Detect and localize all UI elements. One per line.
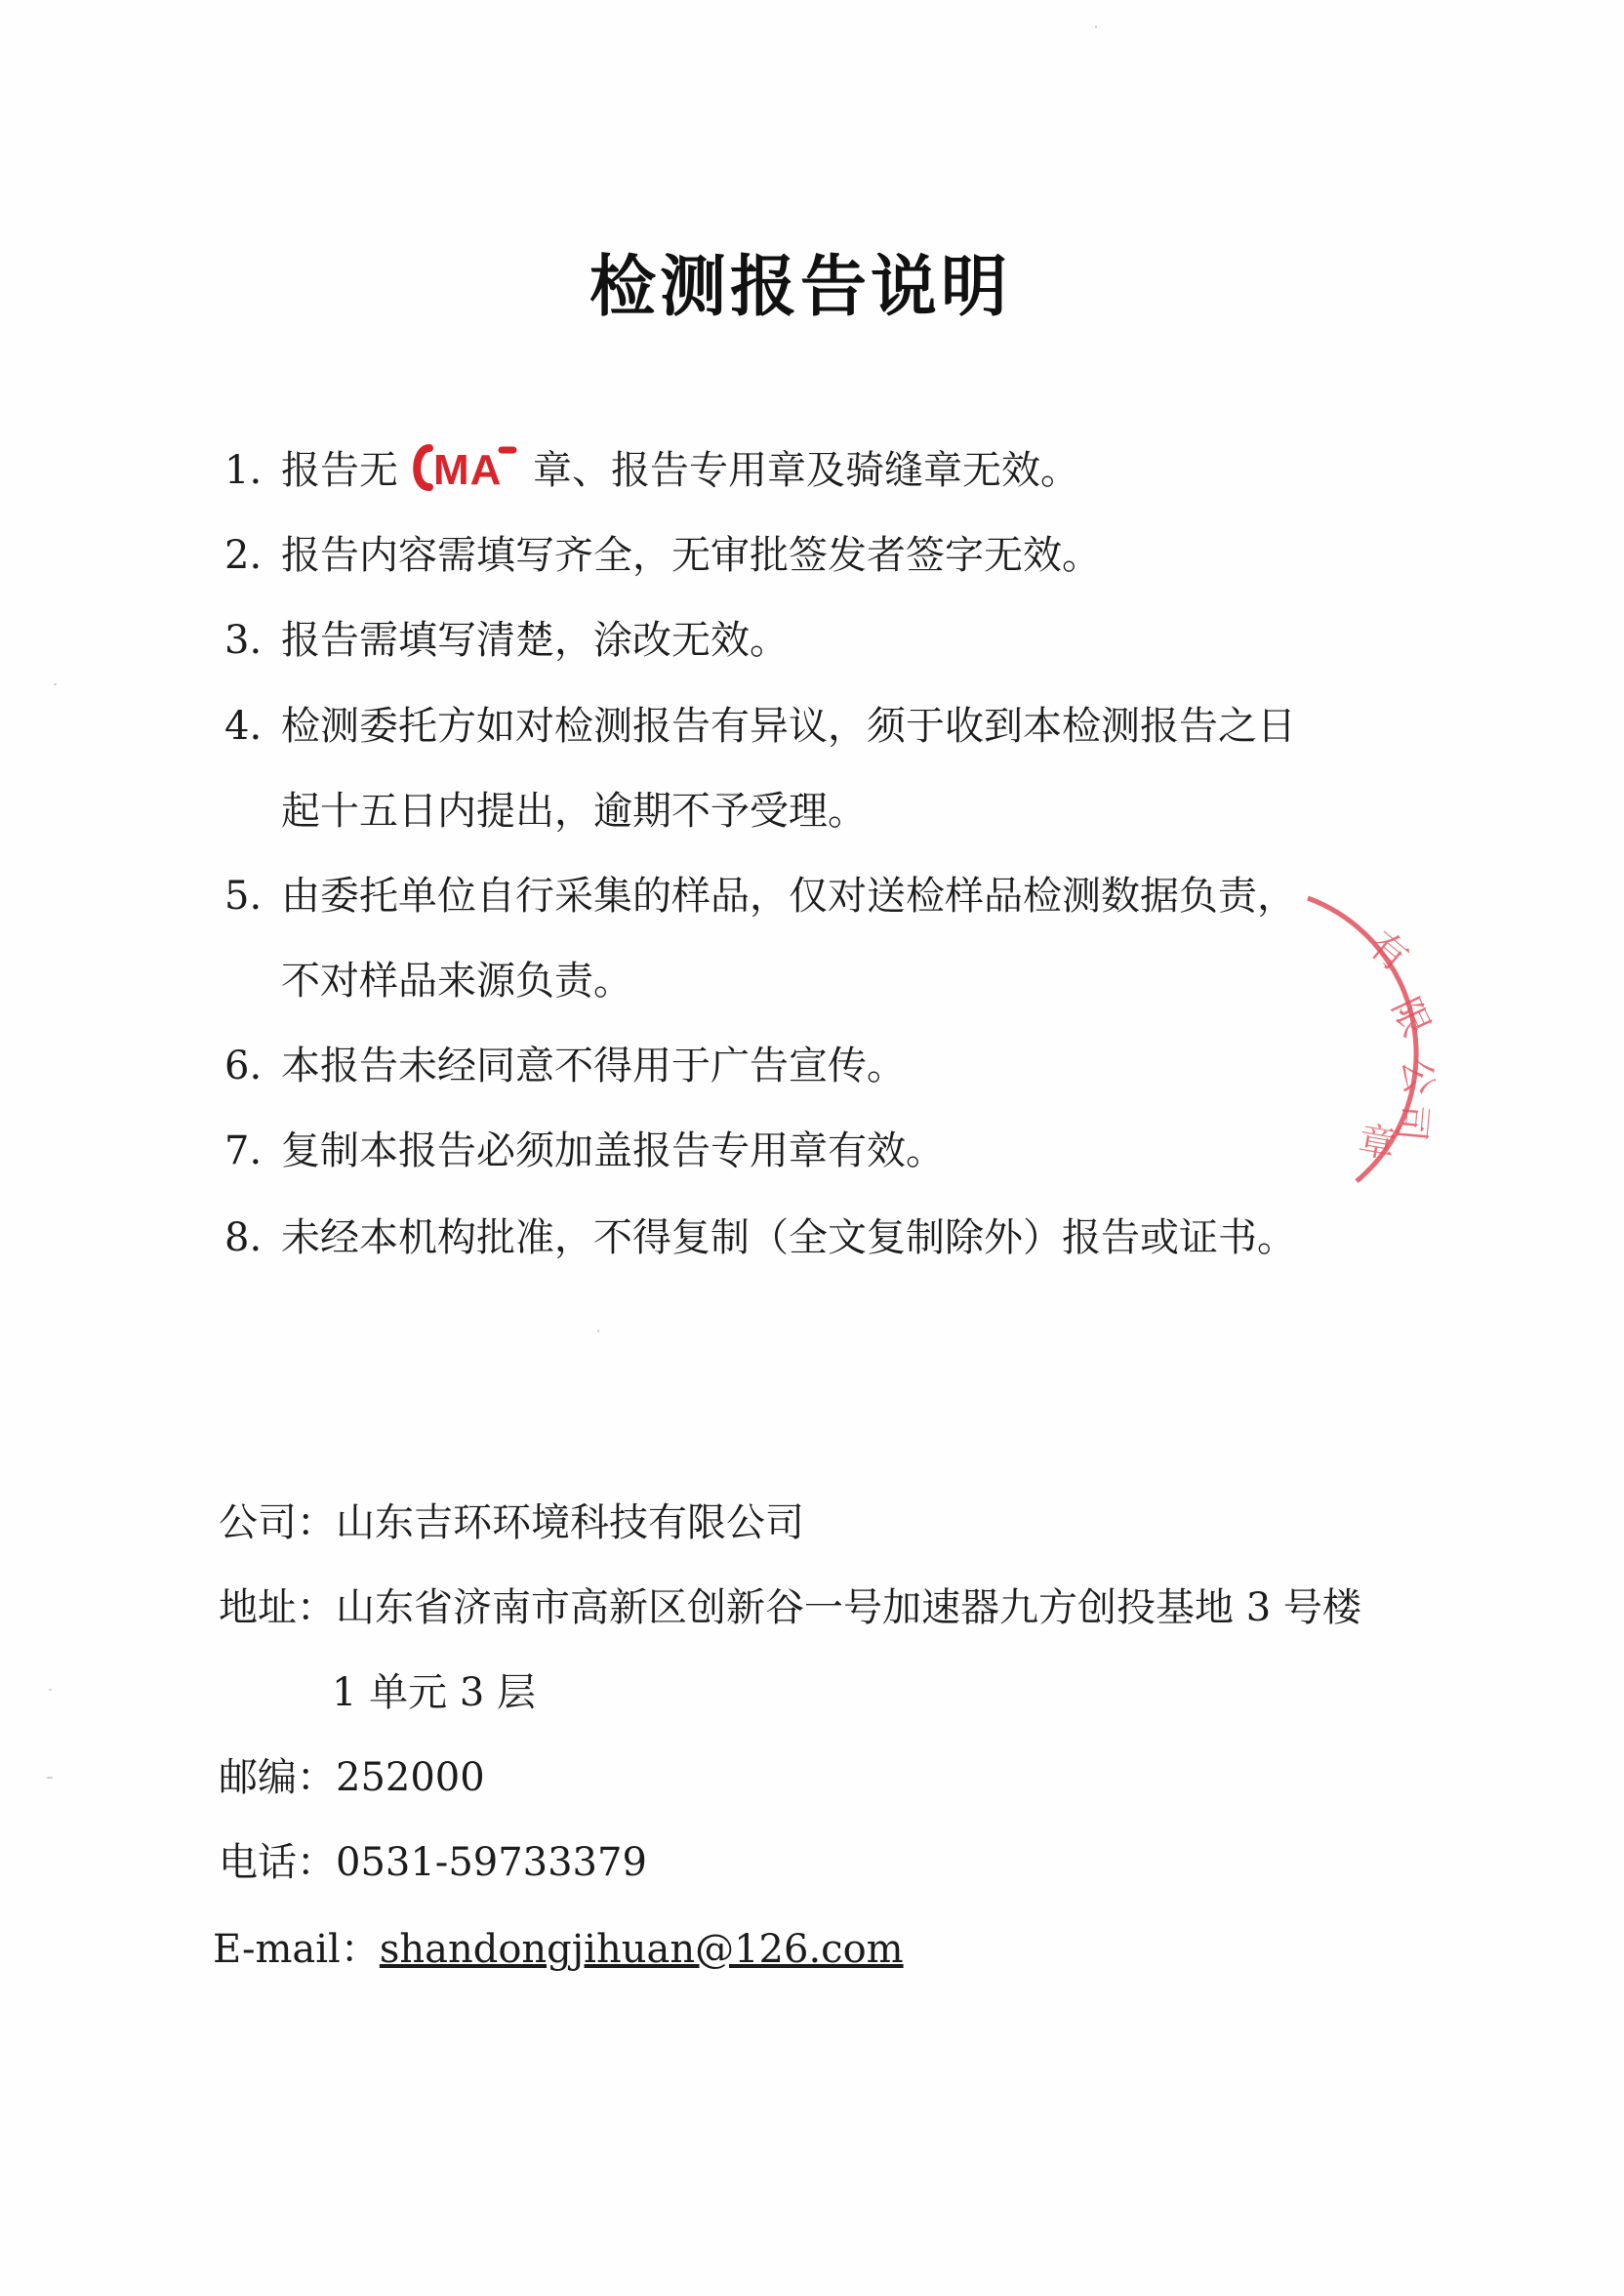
phone-value: 0531-59733379: [336, 1840, 647, 1885]
rule-item-6: [224, 1039, 906, 1093]
rule-text: 复制本报告必须加盖报告专用章有效。: [281, 1128, 945, 1173]
rule-number: 6.: [224, 1044, 263, 1088]
seal-char: 公: [1395, 1055, 1441, 1097]
rule-text: 本报告未经同意不得用于广告宣传。: [281, 1044, 906, 1088]
scan-speck: [47, 1777, 53, 1779]
rule-number: 8.: [224, 1215, 263, 1260]
rule-item-3: [224, 613, 789, 668]
phone-row: [219, 1835, 647, 1890]
address-label: 地址：: [219, 1585, 336, 1630]
scan-speck: [1095, 25, 1097, 28]
rule-text: 未经本机构批准，不得复制（全文复制除外）报告或证书。: [281, 1215, 1296, 1260]
rule-text: 由委托单位自行采集的样品，仅对送检样品检测数据负责，: [281, 874, 1296, 919]
scan-speck: [597, 1330, 599, 1332]
rule-item-8: [224, 1210, 1296, 1265]
seal-char: 有: [1360, 922, 1417, 980]
scan-speck: [54, 683, 57, 685]
rule-text: 检测委托方如对检测报告有异议，须于收到本检测报告之日: [281, 704, 1296, 749]
rule-number: 1.: [224, 448, 263, 493]
rule-text: 报告需填写清楚，涂改无效。: [281, 618, 789, 663]
cma-mark-icon: [408, 442, 523, 493]
rule-number: 7.: [224, 1128, 263, 1173]
rule-item-5-continuation: 不对样品来源负责。: [281, 959, 632, 1004]
email-label: E-mail：: [213, 1927, 380, 1972]
rule-text-after: 章、报告专用章及骑缝章无效。: [533, 448, 1079, 493]
rule-text: 报告内容需填写齐全，无审批签发者签字无效。: [281, 533, 1101, 578]
rule-item-7: [224, 1124, 945, 1178]
rule-number: 2.: [224, 533, 263, 578]
rule-number: 5.: [224, 874, 263, 919]
page-title: 检测报告说明: [589, 249, 1011, 326]
company-row: [219, 1496, 804, 1550]
rule-text-before: 报告无: [281, 448, 398, 493]
seal-char: 章: [1355, 1118, 1400, 1168]
scan-speck: [49, 1689, 52, 1691]
rule-item-5: [224, 869, 1296, 923]
address-line-2: 1 单元 3 层: [332, 1670, 537, 1715]
email-row: [213, 1922, 904, 1977]
postcode-label: 邮编：: [219, 1755, 336, 1800]
rule-item-4-continuation: 起十五日内提出，逾期不予受理。: [281, 789, 867, 834]
rule-item-1: [224, 443, 1079, 499]
cma-mark-text: MA: [433, 446, 503, 493]
rule-item-4: [224, 699, 1296, 754]
postcode-value: 252000: [336, 1755, 485, 1800]
company-label: 公司：: [219, 1500, 336, 1545]
address-line-1: 山东省济南市高新区创新谷一号加速器九方创投基地 3 号楼: [336, 1585, 1361, 1630]
rule-number: 4.: [224, 704, 263, 749]
seal-char: 限: [1383, 991, 1439, 1044]
rule-item-2: [224, 528, 1101, 583]
postcode-row: [219, 1750, 485, 1805]
rule-number: 3.: [224, 618, 263, 663]
address-row: [219, 1580, 1361, 1635]
phone-label: 电话：: [219, 1840, 336, 1885]
company-name: 山东吉环环境科技有限公司: [336, 1500, 804, 1545]
seal-char: 司: [1389, 1102, 1436, 1143]
email-link[interactable]: shandongjihuan@126.com: [379, 1927, 904, 1972]
company-seal-icon: [1298, 859, 1591, 1210]
